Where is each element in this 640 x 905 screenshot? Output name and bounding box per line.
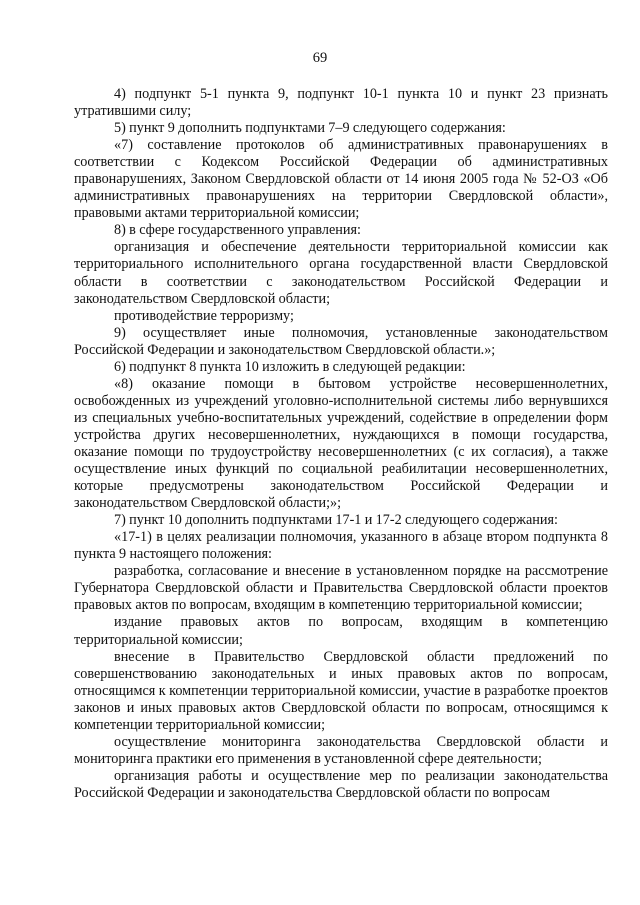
paragraph-item-5-intro: 5) пункт 9 дополнить подпунктами 7–9 следующего содержания: [114, 120, 506, 137]
paragraph-subitem-9: 9) осуществляет иные полномочия, установленные законодательством Российской Федерации и законодательством Свердловской области.»; [74, 324, 608, 358]
page-number: 69 [312, 50, 328, 66]
paragraph-item-4-repeal: 4) подпункт 5-1 пункта 9, подпункт 10-1 пункта 10 и пункт 23 признать утратившими силу; [74, 86, 608, 120]
paragraph-counter-terrorism: противодействие терроризму; [114, 307, 294, 324]
paragraph-proposals: внесение в Правительство Свердловской области предложений по совершенствованию законодательных и иных правовых актов по вопросам, относящимся к компетенции территориальной комиссии, участие в разработке проектов законов и иных правовых актов Свердловской области по вопросам, относящимся к компетенции территориальной комиссии; [74, 648, 608, 733]
document-body [74, 86, 608, 802]
paragraph-organization: организация и обеспечение деятельности территориальной комиссии как территориального исполнительного органа государственной власти Свердловской области в соответствии с законодательством Российской Федерации и законодательством Свердловской области; [74, 239, 608, 307]
paragraph-drafting: разработка, согласование и внесение в установленном порядке на рассмотрение Губернатора Свердловской области и Правительства Свердловской области проектов правовых актов по вопросам, входящим в компетенцию территориальной комиссии; [74, 563, 608, 614]
paragraph-subitem-8: 8) в сфере государственного управления: [114, 222, 361, 239]
paragraph-monitoring: осуществление мониторинга законодательства Свердловской области и мониторинга практики его применения в установленной сфере деятельности; [74, 733, 608, 767]
paragraph-item-6-intro: 6) подпункт 8 пункта 10 изложить в следующей редакции: [114, 358, 466, 375]
paragraph-issuing-acts: издание правовых актов по вопросам, входящим в компетенцию территориальной комиссии; [74, 614, 608, 648]
paragraph-item-7-intro: 7) пункт 10 дополнить подпунктами 17-1 и 17-2 следующего содержания: [114, 512, 558, 529]
paragraph-organizing-work: организация работы и осуществление мер по реализации законодательства Российской Федерации и законодательства Свердловской области по вопросам [74, 767, 608, 801]
paragraph-subitem-7: «7) составление протоколов об административных правонарушениях в соответствии с Кодексом Российской Федерации об административных правонарушениях, Законом Свердловской области от 14 июня 2005 года № 52-ОЗ «Об административных правонарушениях на территории Свердловской области», правовыми актами территориальной комиссии; [74, 137, 608, 222]
paragraph-subitem-17-1: «17-1) в целях реализации полномочия, указанного в абзаце втором подпункта 8 пункта 9 настоящего положения: [74, 529, 608, 563]
paragraph-assistance: «8) оказание помощи в бытовом устройстве несовершеннолетних, освобожденных из учреждений уголовно-исполнительной системы либо вернувшихся из специальных учебно-воспитательных учреждений, содействие в определении форм устройства других несовершеннолетних, нуждающихся в помощи государства, оказание помощи по трудоустройству несовершеннолетних (с их согласия), а также осуществление иных функций по социальной реабилитации несовершеннолетних, которые предусмотрены законодательством Российской Федерации и законодательством Свердловской области;»; [74, 375, 608, 512]
